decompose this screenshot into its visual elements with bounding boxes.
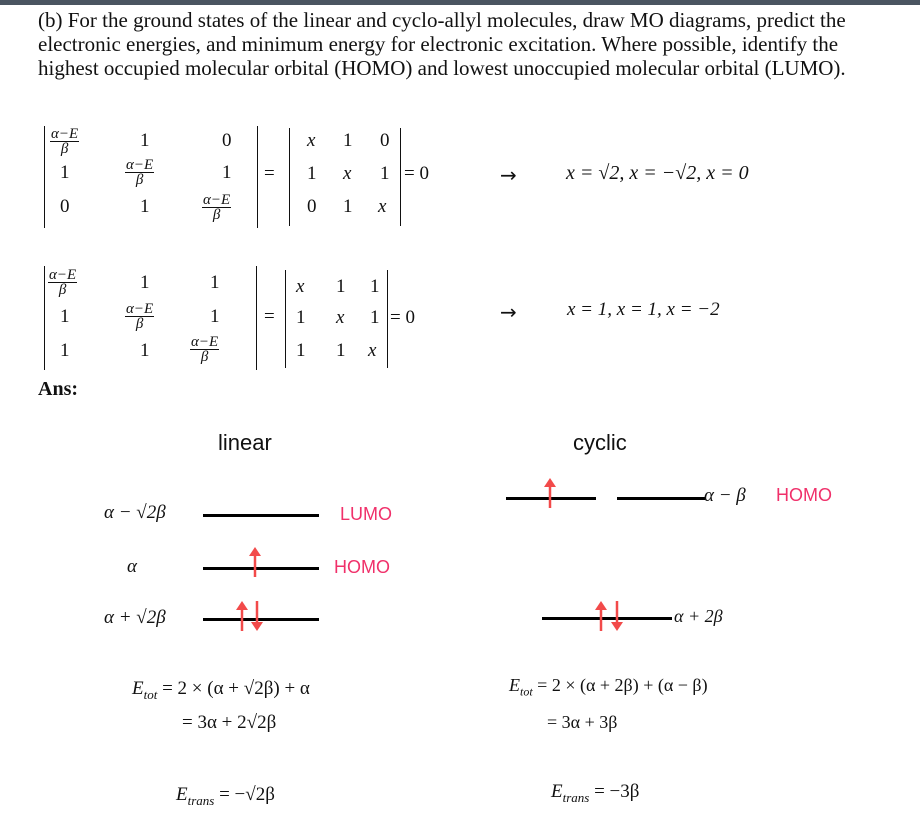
det1-r33: x [378, 196, 387, 217]
det2-left-bar-r [256, 266, 257, 370]
det1-frac-11: $\frac{\alpha-E}{\beta}$ [51, 126, 79, 157]
det2-equals: = [264, 306, 275, 327]
det1-r13: 0 [380, 130, 390, 151]
electron-down-arrow-icon [610, 599, 624, 633]
det1-cell-31: 0 [60, 196, 70, 217]
det2-arrow-icon: → [500, 300, 517, 324]
det2-right-bar-l [285, 270, 286, 368]
question-text [38, 8, 918, 80]
linear-level-top-line [203, 514, 319, 517]
det1-equals: = [264, 163, 275, 184]
det1-r23: 1 [380, 163, 390, 184]
det2-r13: 1 [370, 276, 380, 297]
cyclic-level-bot-label: α + 2β [674, 606, 723, 626]
linear-etot-result: = 3α + 2√2β [182, 712, 277, 733]
det1-cell-23: 1 [222, 162, 232, 183]
homo-label: HOMO [334, 557, 390, 577]
det2-cell-23: 1 [210, 306, 220, 327]
det1-r31: 0 [307, 196, 317, 217]
det1-r12: 1 [343, 130, 353, 151]
det2-cell-21: 1 [60, 306, 70, 327]
det2-r11: x [296, 276, 305, 297]
linear-etrans: $E_{trans} = -√2\beta$ [176, 784, 275, 808]
det1-r22: x [343, 163, 352, 184]
linear-level-mid-label: α [127, 556, 137, 577]
det1-frac-33: $\frac{\alpha-E}{\beta}$ [203, 192, 231, 223]
cyclic-homo-label: HOMO [776, 485, 832, 505]
det1-cell-12: 1 [140, 130, 150, 151]
det2-roots: x = 1, x = 1, x = −2 [567, 299, 720, 320]
det2-cell-12: 1 [140, 272, 150, 293]
cyclic-level-top-line-2 [617, 497, 705, 500]
det1-cell-21: 1 [60, 162, 70, 183]
det2-right-bar-r [387, 270, 388, 368]
cyclic-etot-result: = 3α + 3β [547, 712, 618, 732]
question-line-2: electronic energies, and minimum energy for electronic excitation. Where possible, identify the [38, 32, 839, 56]
det1-r32: 1 [343, 196, 353, 217]
det2-r31: 1 [296, 340, 306, 361]
det2-r22: x [336, 307, 345, 328]
det2-left-bar-l [44, 266, 45, 370]
det2-cell-31: 1 [60, 340, 70, 361]
linear-etot: $E_{tot} = 2 \times (\alpha + √2\beta) + \alpha$ [132, 678, 310, 702]
det1-frac-22: $\frac{\alpha-E}{\beta}$ [126, 157, 154, 188]
det2-cell-13: 1 [210, 272, 220, 293]
linear-level-top-label: α − √2β [104, 502, 166, 523]
electron-up-arrow-icon [248, 545, 262, 579]
electron-up-arrow-icon [594, 599, 608, 633]
det2-cell-32: 1 [140, 340, 150, 361]
det2-r21: 1 [296, 307, 306, 328]
det2-frac-33: $\frac{\alpha-E}{\beta}$ [191, 334, 219, 365]
linear-title: linear [218, 430, 272, 455]
det2-r32: 1 [336, 340, 346, 361]
det2-eq-zero: = 0 [390, 307, 415, 328]
cyclic-etot: $E_{tot} = 2 \times (\alpha + 2\beta) + (\alpha - \beta)$ [509, 675, 708, 699]
linear-level-bot-label: α + √2β [104, 607, 166, 628]
ans-label: Ans: [38, 378, 79, 400]
det1-cell-32: 1 [140, 196, 150, 217]
question-line-1: (b) For the ground states of the linear and cyclo-allyl molecules, draw MO diagrams, predict the [38, 8, 846, 32]
det1-r21: 1 [307, 163, 317, 184]
det1-roots: x = √2, x = −√2, x = 0 [566, 162, 749, 184]
det2-frac-22: $\frac{\alpha-E}{\beta}$ [126, 301, 154, 332]
cyclic-title: cyclic [573, 430, 627, 455]
electron-up-arrow-icon [235, 599, 249, 633]
det1-arrow-icon: → [500, 163, 517, 187]
question-line-3: highest occupied molecular orbital (HOMO) and lowest unoccupied molecular orbital (LUMO). [38, 56, 846, 80]
det1-left-bar-r [257, 126, 258, 228]
det1-eq-zero: = 0 [404, 163, 429, 184]
electron-up-arrow-icon [543, 476, 557, 510]
det1-right-bar-l [289, 128, 290, 226]
det2-r33: x [368, 340, 377, 361]
det1-cell-13: 0 [222, 130, 232, 151]
lumo-label: LUMO [340, 504, 393, 524]
det2-r23: 1 [370, 307, 380, 328]
cyclic-level-top-label: α − β [704, 485, 746, 506]
det2-frac-11: $\frac{\alpha-E}{\beta}$ [49, 267, 77, 298]
top-bar [0, 0, 920, 5]
det1-right-bar-r [400, 128, 401, 226]
det1-left-bar-l [44, 126, 45, 228]
det2-r12: 1 [336, 276, 346, 297]
cyclic-etrans: $E_{trans} = -3\beta$ [551, 781, 640, 805]
det1-r11: x [307, 130, 316, 151]
electron-down-arrow-icon [250, 599, 264, 633]
